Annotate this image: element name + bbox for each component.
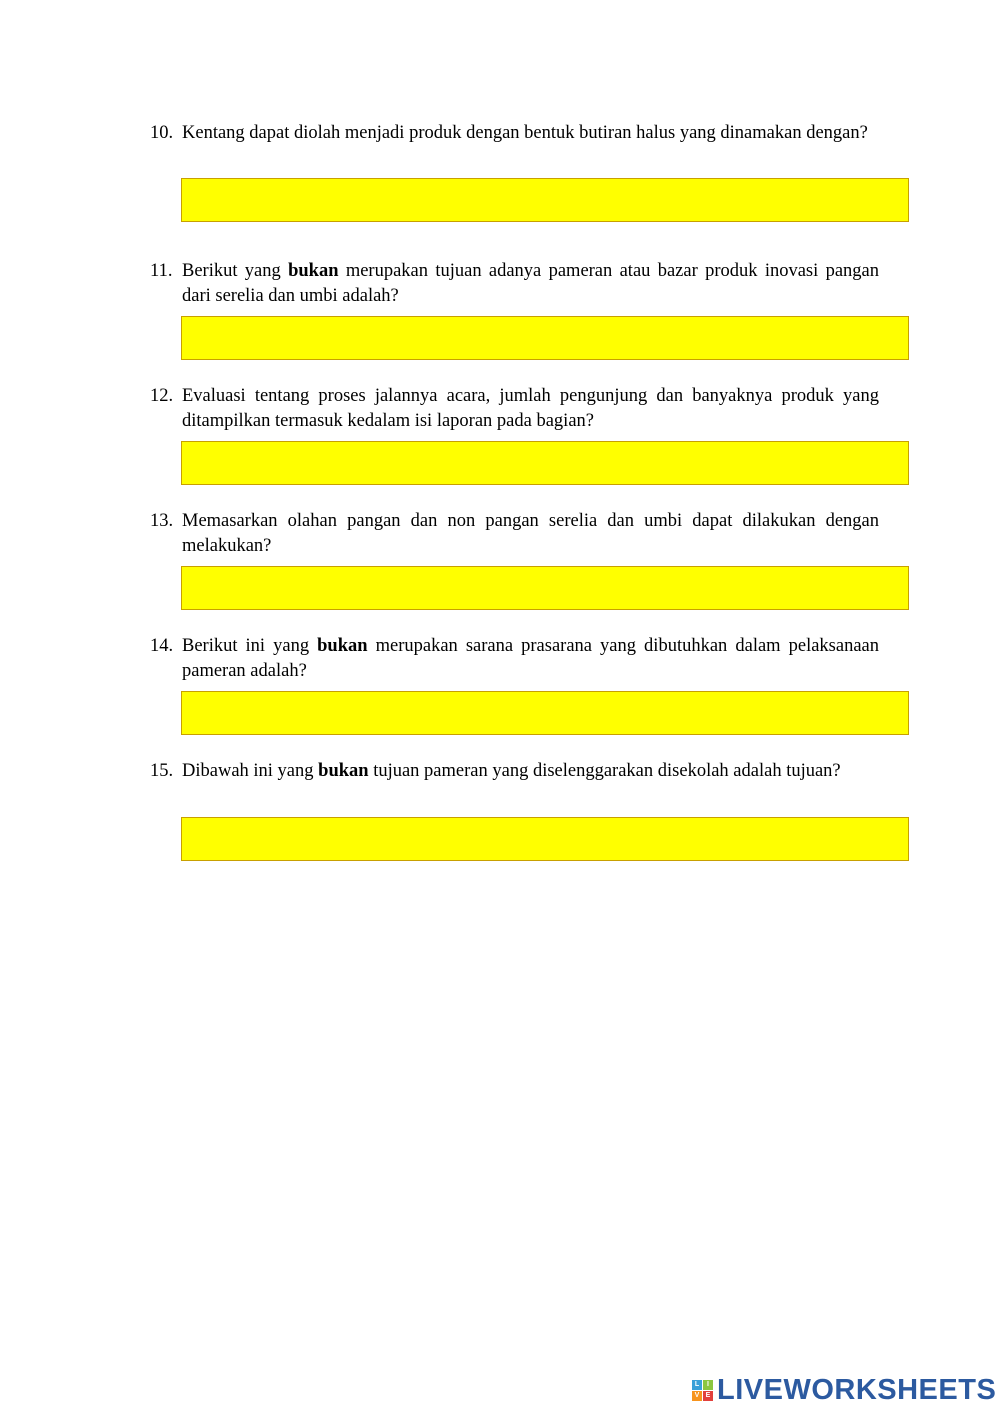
- text-segment: Evaluasi tentang proses jalannya acara, jumlah pengunjung dan banyaknya produk yang ditampilkan termasuk kedalam isi laporan pada bagian?: [182, 386, 879, 431]
- question-number: 12.: [150, 386, 174, 406]
- text-segment: Memasarkan olahan pangan dan non pangan serelia dan umbi dapat dilakukan dengan melakukan?: [182, 511, 879, 556]
- answer-input-15[interactable]: [181, 817, 909, 861]
- logo-text: LIVEWORKSHEETS: [717, 1373, 997, 1406]
- text-segment: Berikut yang: [182, 261, 289, 281]
- question-14: [150, 634, 879, 684]
- logo-mark-letter: L: [692, 1380, 702, 1390]
- logo-mark-icon: [692, 1380, 713, 1401]
- answer-input-10[interactable]: [181, 178, 909, 222]
- text-segment: merupakan tujuan adanya pameran atau bazar produk inovasi pangan dari serelia dan umbi adalah?: [182, 261, 879, 306]
- answer-input-12[interactable]: [181, 441, 909, 485]
- text-segment: Berikut ini yang: [182, 636, 318, 656]
- question-text: [182, 759, 879, 784]
- question-text: [182, 634, 879, 684]
- text-segment: Dibawah ini yang: [182, 761, 319, 781]
- question-text: [182, 384, 879, 434]
- question-13: [150, 509, 879, 559]
- logo-mark-letter: E: [703, 1391, 713, 1401]
- logo-mark-letter: V: [692, 1391, 702, 1401]
- answer-input-14[interactable]: [181, 691, 909, 735]
- question-12: [150, 384, 879, 434]
- question-11: [150, 259, 879, 309]
- emphasis-text: bukan: [318, 761, 369, 781]
- question-number: 13.: [150, 511, 174, 531]
- liveworksheets-logo: [692, 1375, 996, 1405]
- emphasis-text: bukan: [317, 636, 368, 656]
- question-15: [150, 759, 879, 784]
- question-text: [182, 509, 879, 559]
- question-number: 11.: [150, 261, 173, 281]
- text-segment: merupakan sarana prasarana yang dibutuhkan dalam pelaksanaan pameran adalah?: [182, 636, 880, 681]
- answer-input-13[interactable]: [181, 566, 909, 610]
- question-number: 14.: [150, 636, 174, 656]
- emphasis-text: bukan: [288, 261, 339, 281]
- text-segment: Kentang dapat diolah menjadi produk dengan bentuk butiran halus yang dinamakan dengan?: [182, 123, 868, 143]
- text-segment: tujuan pameran yang diselenggarakan disekolah adalah tujuan?: [368, 761, 841, 781]
- question-10: [150, 121, 879, 146]
- question-text: [182, 121, 879, 146]
- question-text: [182, 259, 879, 309]
- answer-input-11[interactable]: [181, 316, 909, 360]
- logo-mark-letter: I: [703, 1380, 713, 1390]
- question-number: 15.: [150, 761, 174, 781]
- question-number: 10.: [150, 123, 174, 143]
